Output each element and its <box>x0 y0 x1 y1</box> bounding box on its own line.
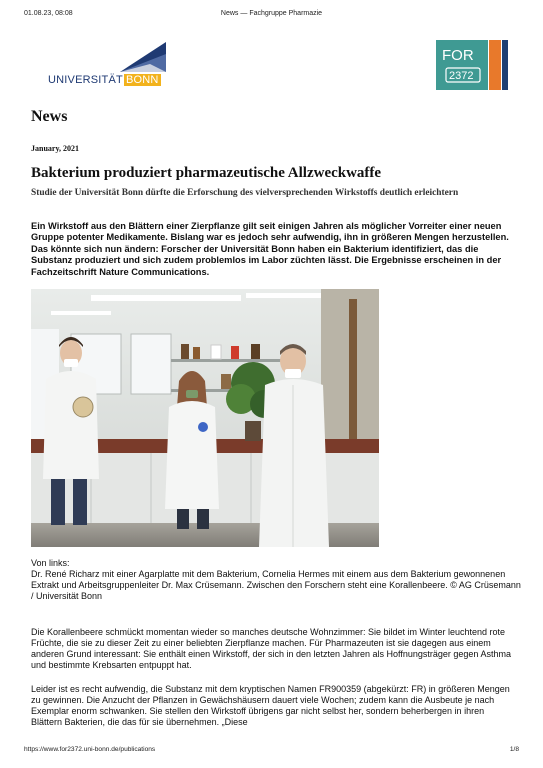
university-logo-wordmark: UNIVERSITÄT BONN <box>48 74 159 86</box>
researchers-lab-photo <box>31 289 379 547</box>
for-logo-line1: FOR <box>442 47 474 64</box>
caption-text: Dr. René Richarz mit einer Agarplatte mit dem Bakterium, Cornelia Hermes mit einem aus dem Bakterium gewonnenen Extrakt und Arbeitsgruppenleiter Dr. Max Crüsemann. Zwischen den Forschern steht eine Korallenbeere. © AG Crüsemann / Universität Bonn <box>31 569 521 601</box>
article-paragraph-2: Leider ist es recht aufwendig, die Substanz mit dem kryptischen Namen FR900359 (abgekürzt: FR) in größeren Mengen zu gewinnen. Die Anzucht der Pflanzen in Gewächshäusern dauert viele Wochen; zudem kann die Ausbeute je nach Exemplar enorm schwanken. Sie stellen den Wirkstoff übrigens gar nicht selbst her, sondern beherbergen in ihren Blättern Bakterien, die das für sie übernehmen. „Diese <box>31 684 510 727</box>
university-bonn-logo[interactable] <box>48 42 168 92</box>
university-logo-mark-icon <box>120 42 166 72</box>
print-document-title: News — Fachgruppe Pharmazie <box>220 10 323 17</box>
page-title: News <box>31 108 68 125</box>
caption-intro: Von links: <box>31 558 70 568</box>
photo-caption <box>31 558 521 602</box>
article-date: January, 2021 <box>31 144 80 153</box>
print-datetime: 01.08.23, 08:08 <box>24 10 73 17</box>
print-footer-url[interactable]: https://www.for2372.uni-bonn.de/publications <box>24 746 156 753</box>
article-paragraph-1: Die Korallenbeere schmückt momentan wieder so manches deutsche Wohnzimmer: Sie bildet im Winter leuchtend rote Früchte, die sie zu dieser Zeit zu einer beliebten Zierpflanze machen. Für Pharmazeuten ist sie dagegen aus einem anderen Grund interessant: Sie enthält einen Wirkstoff, der sich in den letzten Jahren als Hoffnungsträger gegen Asthma und bestimmte Krebsarten entpuppt hat. <box>31 627 511 670</box>
article-headline: Bakterium produziert pharmazeutische Allzweckwaffe <box>31 165 382 181</box>
article-lead: Ein Wirkstoff aus den Blättern einer Zierpflanze gilt seit einigen Jahren als möglicher Vorreiter einer neuen Gruppe potenter Medikamente. Bislang war es jedoch sehr aufwendig, ihn in größeren Mengen herzustellen. Das könnte sich nun ändern: Forscher der Universität Bonn haben ein Bakterium identifiziert, das die Substanz produziert und sich zudem problemlos im Labor züchten lässt. Die Ergebnisse erscheinen in der Fachzeitschrift Nature Communications. <box>31 221 509 277</box>
for2372-logo[interactable] <box>436 38 512 92</box>
print-page-number: 1/8 <box>509 746 519 753</box>
article-subheadline: Studie der Universität Bonn dürfte die Erforschung des vielversprechenden Wirkstoffs deutlich erleichtern <box>31 188 459 198</box>
for-logo-line2: 2372 <box>449 70 474 82</box>
